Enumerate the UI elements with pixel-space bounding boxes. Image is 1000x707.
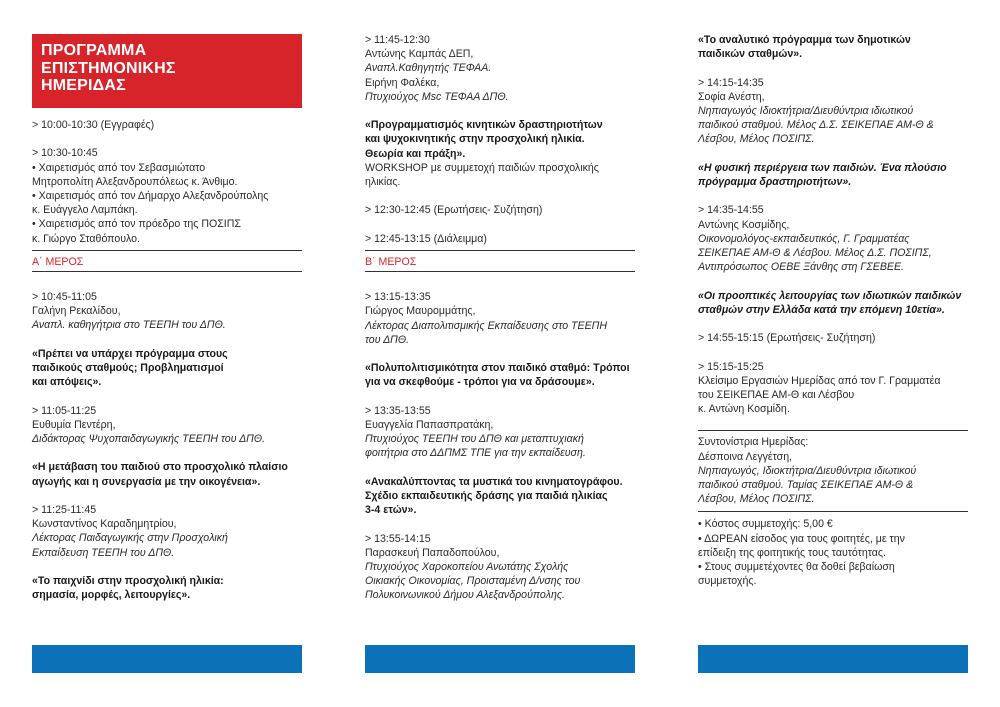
title-line: ΠΡΟΓΡΑΜΜΑ — [41, 42, 147, 59]
speaker-role: φοιτήτρια στο ΔΔΠΜΣ ΤΠΕ για την εκπαίδευση. — [365, 447, 586, 460]
talk-time: > 10:45-11:05 — [32, 291, 97, 303]
talk-time: > 14:35-14:55 — [698, 204, 764, 217]
closing-time: > 15:15-15:25 — [698, 360, 764, 373]
speaker-name: Κωνσταντίνος Καραδημητρίου, — [32, 518, 177, 531]
divider — [365, 250, 635, 251]
speaker-role: Οικονομολόγος-εκπαιδευτικός, Γ. Γραμματέας — [698, 232, 910, 245]
speaker-role: Πτυχιούχος Msc ΤΕΦΑΑ ΔΠΘ. — [365, 90, 509, 103]
greeting-line: • Χαιρετισμός από τον πρόεδρο της ΠΟΣΙΠΣ — [32, 218, 241, 231]
greeting-line: κ. Γιώργο Σταθόπουλο. — [32, 232, 140, 245]
speaker-role: Οικιακής Οικονομίας, Προισταμένη Δ/νσης του — [365, 575, 581, 588]
program-title — [32, 34, 302, 108]
speaker-name: Αντώνης Κοσμίδης, — [698, 218, 790, 231]
coordinator-role: παιδικού σταθμού. Ταμίας ΣΕΙΚΕΠΑΕ ΑΜ-Θ & — [698, 479, 914, 491]
talk-title: «Πολυπολιτισμικότητα στον παιδικό σταθμό: Τρόποι — [365, 362, 630, 375]
talk-title: Θεωρία και πράξη». — [365, 147, 466, 160]
speaker-role: παιδικού σταθμού. Μέλος Δ.Σ. ΣΕΙΚΕΠΑΕ ΑΜ-Θ & — [698, 119, 934, 132]
closing-text: κ. Αντώνη Κοσμίδη. — [698, 403, 790, 416]
talk-note: ηλικίας. — [365, 176, 401, 189]
talk-title: «Πρέπει να υπάρχει πρόγραμμα στους — [32, 347, 228, 360]
talk-title: «Οι προοπτικές λειτουργίας των ιδιωτικών παιδικών — [698, 289, 962, 302]
speaker-role: Πτυχιούχος ΤΕΕΠΗ του ΔΠΘ και μεταπτυχιακή — [365, 433, 584, 446]
speaker-role: Διδάκτορας Ψυχοπαιδαγωγικής ΤΕΕΠΗ του ΔΠΘ. — [32, 433, 266, 445]
speaker-name: Αντώνης Καμπάς ΔΕΠ, — [365, 48, 474, 61]
info-line: • ΔΩΡΕΑΝ είσοδος για τους φοιτητές, με την — [698, 532, 905, 545]
speaker-role: Αντιπρόσωπος ΟΕΒΕ Ξάνθης στη ΓΣΕΒΕΕ. — [698, 261, 904, 274]
footer-bar — [365, 645, 635, 673]
coordinator-role: Λέσβου, Μέλος ΠΟΣΙΠΣ. — [698, 493, 815, 506]
coordinator-role: Νηπιαγωγός, Ιδιοκτήτρια/Διευθύντρια ιδιωτικού — [698, 464, 917, 477]
speaker-name: Ευαγγελία Παπασπρατάκη, — [365, 418, 494, 431]
talk-title: σημασία, μορφές, λειτουργίες». — [32, 589, 191, 602]
column-content — [365, 33, 635, 603]
talk-time: > 11:45-12:30 — [365, 34, 430, 46]
talk-title: για να σκεφθούμε - τρόποι για να δράσουμε». — [365, 376, 595, 389]
info-line: επίδειξη της φοιτητικής τους ταυτότητας. — [698, 546, 886, 559]
greeting-line: Μητροπολίτη Αλεξανδρουπόλεως κ. Άνθιμο. — [32, 175, 238, 188]
speaker-role: ΣΕΙΚΕΠΑΕ ΑΜ-Θ & Λέσβου. Μέλος Δ.Σ. ΠΟΣΙΠΣ, — [698, 247, 932, 259]
greeting-line: • Χαιρετισμός από τον Δήμαρχο Αλεξανδρούπολης — [32, 190, 269, 202]
talk-time: > 11:25-11:45 — [32, 503, 97, 516]
greeting-line: • Χαιρετισμός από τον Σεβασμιώτατο — [32, 161, 206, 174]
talk-time: > 14:15-14:35 — [698, 76, 764, 89]
qa-slot: > 14:55-15:15 (Ερωτήσεις- Συζήτηση) — [698, 332, 876, 345]
speaker-role: Πολυκοινωνικού Δήμου Αλεξανδρούπολης. — [365, 589, 565, 602]
talk-title: παιδικούς σταθμούς; Προβληματισμοί — [32, 362, 224, 374]
speaker-role: του ΔΠΘ. — [365, 333, 410, 346]
talk-title: «Το παιχνίδι στην προσχολική ηλικία: — [32, 574, 224, 587]
speaker-name: Σοφία Ανέστη, — [698, 90, 765, 103]
title-line: ΕΠΙΣΤΗΜΟΝΙΚΗΣ — [41, 59, 176, 77]
greetings-time: > 10:30-10:45 — [32, 147, 98, 160]
talk-time: > 13:15-13:35 — [365, 291, 431, 304]
talk-title: και απόψεις». — [32, 376, 102, 389]
speaker-role: Νηπιαγωγός Ιδιοκτήτρια/Διευθύντρια ιδιωτικού — [698, 105, 914, 117]
speaker-role: Λέκτορας Διαπολιτισμικής Εκπαίδευσης στο ΤΕΕΠΗ — [365, 319, 607, 332]
divider — [365, 271, 635, 272]
speaker-role: Πτυχιούχος Χαροκοπείου Ανωτάτης Σχολής — [365, 560, 569, 573]
speaker-role: Εκπαίδευση ΤΕΕΠΗ του ΔΠΘ. — [32, 546, 175, 559]
talk-title: «Η μετάβαση του παιδιού στο προσχολικό πλαίσιο — [32, 461, 288, 474]
talk-title: «Προγραμματισμός κινητικών δραστηριοτήτων — [365, 119, 603, 132]
closing-text: Κλείσιμο Εργασιών Ημερίδας από τον Γ. Γραμματέα — [698, 374, 941, 387]
divider — [32, 271, 302, 272]
talk-title: πρόγραμμα δραστηριοτήτων». — [698, 176, 852, 188]
talk-title: 3-4 ετών». — [365, 504, 417, 517]
speaker-role: Αναπλ.Καθηγητής ΤΕΦΑΑ. — [365, 62, 492, 75]
talk-title: Σχέδιο εκπαιδευτικής δράσης για παιδιά ηλικίας — [365, 489, 608, 502]
talk-time: > 11:05-11:25 — [32, 404, 97, 417]
section-b-label: Β΄ ΜΕΡΟΣ — [365, 256, 417, 268]
speaker-name: Παρασκευή Παπαδοπούλου, — [365, 546, 500, 559]
registration-slot: > 10:00-10:30 (Εγγραφές) — [32, 119, 155, 131]
column-content — [32, 118, 302, 602]
program-column-3 — [698, 0, 968, 588]
info-line: συμμετοχής. — [698, 575, 757, 588]
talk-title: «Η φυσική περιέργεια των παιδιών. Ένα πλούσιο — [698, 161, 947, 174]
divider — [32, 250, 302, 251]
footer-bar — [698, 645, 968, 673]
break-slot: > 12:45-13:15 (Διάλειμμα) — [365, 232, 487, 245]
speaker-role: Λέσβου, Μέλος ΠΟΣΙΠΣ. — [698, 133, 815, 146]
coordinator-name: Δέσποινα Λεγγέτση, — [698, 450, 793, 463]
speaker-name: Γιώργος Μαυρομμάτης, — [365, 305, 476, 318]
info-line: • Κόστος συμμετοχής: 5,00 € — [698, 518, 833, 531]
speaker-name: Ευθυμία Πεντέρη, — [32, 418, 116, 431]
section-a-label: Α΄ ΜΕΡΟΣ — [32, 255, 84, 268]
title-line: ΗΜΕΡΙΔΑΣ — [41, 77, 126, 94]
speaker-role: Αναπλ. καθηγήτρια στο ΤΕΕΠΗ του ΔΠΘ. — [32, 319, 226, 332]
talk-title: παιδικών σταθμών». — [698, 48, 803, 61]
talk-title: «Το αναλυτικό πρόγραμμα των δημοτικών — [698, 34, 911, 46]
column-content — [698, 33, 968, 588]
talk-title: και ψυχοκινητικής στην προσχολική ηλικία. — [365, 133, 585, 146]
talk-time: > 13:35-13:55 — [365, 404, 431, 417]
info-line: • Στους συμμετέχοντες θα δοθεί βεβαίωση — [698, 561, 895, 574]
coordinator-label: Συντονίστρια Ημερίδας: — [698, 436, 809, 449]
program-column-2 — [365, 0, 635, 603]
program-column-1 — [32, 0, 302, 602]
speaker-role: Λέκτορας Παιδαγωγικής στην Προσχολική — [32, 532, 228, 545]
talk-title: σταθμών στην Ελλάδα κατά την επόμενη 10ετία». — [698, 303, 945, 316]
greeting-line: κ. Ευάγγελο Λαμπάκη. — [32, 204, 138, 217]
speaker-name: Γαλήνη Ρεκαλίδου, — [32, 305, 121, 318]
footer-bar — [32, 645, 302, 673]
talk-note: WORKSHOP με συμμετοχή παιδιών προσχολικής — [365, 161, 599, 174]
talk-title: αγωγής και η συνεργασία με την οικογένεια». — [32, 475, 261, 488]
speaker-name: Ειρήνη Φαλέκα, — [365, 76, 440, 89]
talk-time: > 13:55-14:15 — [365, 532, 431, 545]
qa-slot: > 12:30-12:45 (Ερωτήσεις- Συζήτηση) — [365, 204, 543, 217]
closing-text: του ΣΕΙΚΕΠΑΕ ΑΜ-Θ και Λέσβου — [698, 388, 855, 401]
talk-title: «Ανακαλύπτοντας τα μυστικά του κινηματογράφου. — [365, 475, 623, 488]
